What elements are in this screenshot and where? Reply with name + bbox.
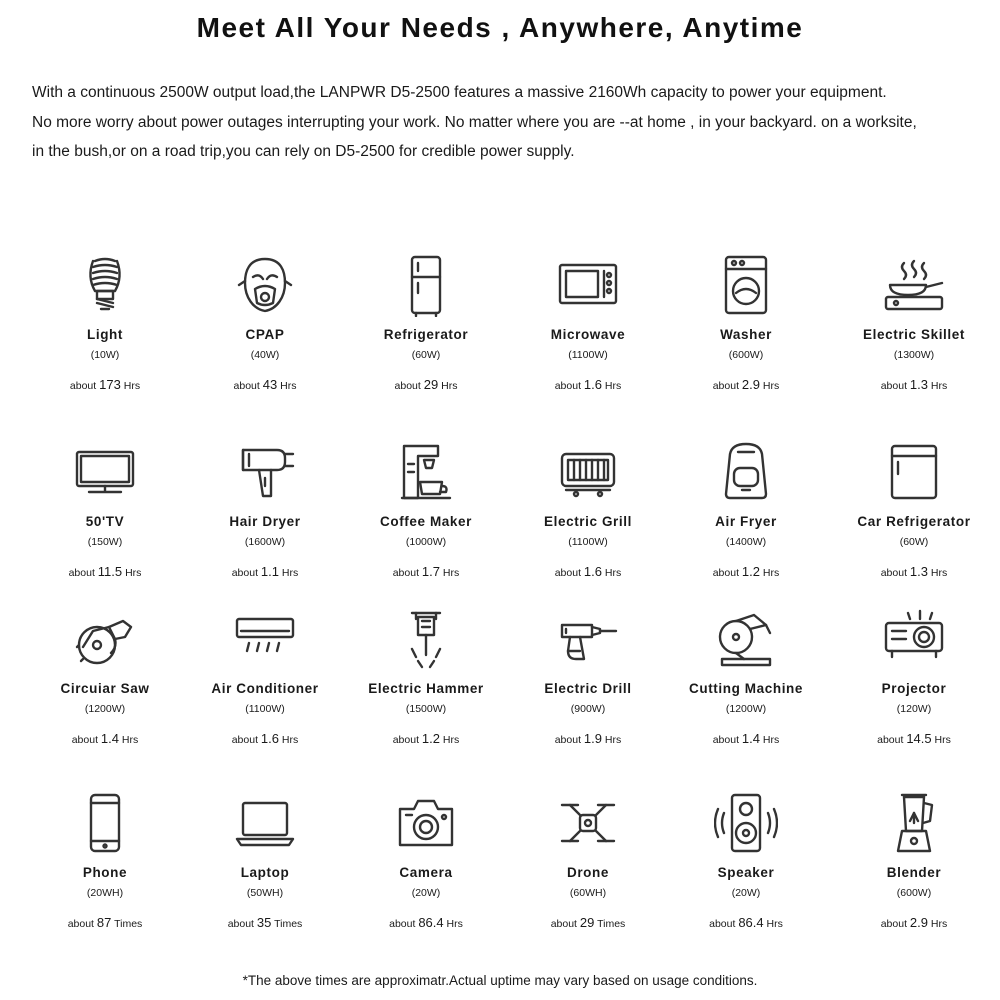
device-item bbox=[829, 253, 999, 392]
footnote: *The above times are approximatr.Actual uptime may vary based on usage conditions. bbox=[242, 973, 758, 988]
runtime-unit: Times bbox=[274, 918, 303, 930]
device-runtime bbox=[20, 564, 190, 579]
runtime-prefix: about bbox=[877, 734, 904, 746]
device-runtime bbox=[180, 564, 350, 579]
runtime-unit: Hrs bbox=[125, 567, 142, 579]
runtime-value: 1.9 bbox=[583, 731, 602, 746]
air-fryer-icon bbox=[714, 440, 778, 504]
electric-drill-icon bbox=[556, 607, 620, 671]
device-runtime bbox=[829, 731, 999, 746]
coffee-maker-icon bbox=[394, 440, 458, 504]
device-name: Drone bbox=[566, 865, 609, 880]
device-item bbox=[20, 440, 190, 579]
runtime-value: 1.7 bbox=[421, 564, 440, 579]
runtime-prefix: about bbox=[392, 567, 419, 579]
device-item bbox=[20, 791, 190, 930]
device-runtime bbox=[341, 564, 511, 579]
runtime-unit: Hrs bbox=[930, 918, 948, 930]
device-item bbox=[20, 253, 190, 392]
runtime-unit: Hrs bbox=[762, 380, 780, 392]
runtime-unit: Hrs bbox=[766, 918, 783, 930]
device-wattage: (600W) bbox=[896, 887, 932, 899]
device-item bbox=[20, 607, 190, 746]
device-item bbox=[829, 440, 999, 579]
device-item bbox=[661, 607, 831, 746]
device-runtime bbox=[661, 564, 831, 579]
device-runtime bbox=[829, 915, 999, 930]
phone-icon bbox=[73, 791, 137, 855]
camera-icon bbox=[394, 791, 458, 855]
device-name: Electric Skillet bbox=[863, 327, 965, 342]
device-wattage: (1100W) bbox=[568, 536, 608, 548]
runtime-value: 173 bbox=[99, 377, 121, 392]
device-name: Coffee Maker bbox=[380, 514, 472, 529]
device-name: Light bbox=[87, 327, 123, 342]
runtime-value: 11.5 bbox=[97, 564, 123, 579]
intro-line: No more worry about power outages interrupting your work. No matter where you are --at home , in your backyard. on a worksite, bbox=[32, 113, 917, 131]
device-name: CPAP bbox=[245, 327, 285, 342]
runtime-unit: Hrs bbox=[123, 380, 141, 392]
device-runtime bbox=[503, 915, 673, 930]
device-runtime bbox=[661, 731, 831, 746]
device-item bbox=[341, 440, 511, 579]
runtime-prefix: about bbox=[389, 918, 416, 930]
device-name: Electric Grill bbox=[544, 514, 632, 529]
runtime-unit: Hrs bbox=[121, 734, 139, 746]
runtime-unit: Hrs bbox=[446, 918, 463, 930]
runtime-prefix: about bbox=[231, 567, 258, 579]
device-item bbox=[503, 440, 673, 579]
device-wattage: (150W) bbox=[87, 536, 123, 548]
runtime-unit: Hrs bbox=[442, 567, 460, 579]
device-runtime bbox=[341, 377, 511, 392]
tv-icon bbox=[73, 440, 137, 504]
runtime-value: 1.3 bbox=[909, 564, 928, 579]
device-runtime bbox=[180, 377, 350, 392]
device-wattage: (1300W) bbox=[893, 349, 935, 361]
device-runtime bbox=[20, 915, 190, 930]
runtime-prefix: about bbox=[231, 734, 258, 746]
device-item bbox=[180, 791, 350, 930]
runtime-value: 1.6 bbox=[583, 377, 602, 392]
page-title: Meet All Your Needs , Anywhere, Anytime bbox=[196, 12, 804, 43]
runtime-value: 1.2 bbox=[741, 564, 760, 579]
device-wattage: (60W) bbox=[411, 349, 441, 361]
refrigerator-icon bbox=[394, 253, 458, 317]
device-name: Projector bbox=[881, 681, 947, 696]
device-name: Hair Dryer bbox=[229, 514, 301, 529]
device-name: Electric Drill bbox=[544, 681, 632, 696]
circular-saw-icon bbox=[73, 607, 137, 671]
device-name: Blender bbox=[886, 865, 942, 880]
device-wattage: (1000W) bbox=[405, 536, 447, 548]
light-bulb-icon bbox=[73, 253, 137, 317]
device-wattage: (1200W) bbox=[84, 703, 126, 715]
device-runtime bbox=[829, 377, 999, 392]
device-wattage: (60W) bbox=[899, 536, 929, 548]
device-runtime bbox=[180, 915, 350, 930]
device-wattage: (10W) bbox=[90, 349, 120, 361]
device-runtime bbox=[503, 377, 673, 392]
runtime-unit: Hrs bbox=[604, 380, 622, 392]
device-wattage: (900W) bbox=[570, 703, 606, 715]
electric-hammer-icon bbox=[394, 607, 458, 671]
device-item bbox=[341, 253, 511, 392]
runtime-unit: Hrs bbox=[280, 380, 297, 392]
device-runtime bbox=[180, 731, 350, 746]
device-item bbox=[341, 607, 511, 746]
runtime-value: 2.9 bbox=[909, 915, 928, 930]
runtime-value: 29 bbox=[423, 377, 439, 392]
device-wattage: (50WH) bbox=[246, 887, 284, 899]
cpap-mask-icon bbox=[233, 253, 297, 317]
device-name: Car Refrigerator bbox=[857, 514, 971, 529]
electric-skillet-icon bbox=[882, 253, 946, 317]
device-wattage: (1400W) bbox=[725, 536, 767, 548]
projector-icon bbox=[882, 607, 946, 671]
device-item bbox=[503, 607, 673, 746]
device-name: Electric Hammer bbox=[368, 681, 484, 696]
device-wattage: (20W) bbox=[731, 887, 761, 899]
runtime-prefix: about bbox=[554, 567, 581, 579]
runtime-unit: Hrs bbox=[441, 380, 458, 392]
runtime-prefix: about bbox=[880, 567, 907, 579]
runtime-unit: Hrs bbox=[604, 567, 622, 579]
runtime-value: 87 bbox=[96, 915, 112, 930]
device-item bbox=[180, 440, 350, 579]
runtime-value: 1.3 bbox=[909, 377, 928, 392]
device-wattage: (600W) bbox=[728, 349, 764, 361]
device-wattage: (1100W) bbox=[568, 349, 608, 361]
device-item bbox=[661, 791, 831, 930]
device-name: Speaker bbox=[717, 865, 775, 880]
runtime-prefix: about bbox=[712, 734, 739, 746]
device-runtime bbox=[341, 731, 511, 746]
runtime-prefix: about bbox=[392, 734, 419, 746]
runtime-value: 14.5 bbox=[906, 731, 932, 746]
device-name: Air Fryer bbox=[715, 514, 777, 529]
device-item bbox=[661, 253, 831, 392]
device-wattage: (20W) bbox=[411, 887, 441, 899]
car-refrigerator-icon bbox=[882, 440, 946, 504]
device-runtime bbox=[503, 564, 673, 579]
microwave-icon bbox=[556, 253, 620, 317]
device-item bbox=[661, 440, 831, 579]
drone-icon bbox=[556, 791, 620, 855]
runtime-value: 1.4 bbox=[100, 731, 119, 746]
runtime-prefix: about bbox=[709, 918, 736, 930]
device-name: Camera bbox=[399, 865, 453, 880]
device-item bbox=[180, 253, 350, 392]
device-wattage: (20WH) bbox=[86, 887, 124, 899]
runtime-prefix: about bbox=[554, 380, 581, 392]
device-runtime bbox=[661, 377, 831, 392]
runtime-unit: Hrs bbox=[604, 734, 622, 746]
laptop-icon bbox=[233, 791, 297, 855]
device-runtime bbox=[341, 915, 511, 930]
runtime-prefix: about bbox=[712, 567, 739, 579]
device-runtime bbox=[503, 731, 673, 746]
blender-icon bbox=[882, 791, 946, 855]
device-runtime bbox=[829, 564, 999, 579]
washer-icon bbox=[714, 253, 778, 317]
runtime-unit: Hrs bbox=[934, 734, 951, 746]
runtime-value: 86.4 bbox=[418, 915, 444, 930]
hair-dryer-icon bbox=[233, 440, 297, 504]
device-item bbox=[829, 791, 999, 930]
runtime-prefix: about bbox=[554, 734, 581, 746]
runtime-value: 86.4 bbox=[738, 915, 764, 930]
device-item bbox=[829, 607, 999, 746]
cutting-machine-icon bbox=[714, 607, 778, 671]
runtime-value: 1.4 bbox=[741, 731, 760, 746]
device-name: Cutting Machine bbox=[689, 681, 803, 696]
speaker-icon bbox=[714, 791, 778, 855]
device-name: Air Conditioner bbox=[211, 681, 319, 696]
runtime-value: 35 bbox=[256, 915, 272, 930]
device-item bbox=[503, 791, 673, 930]
runtime-prefix: about bbox=[71, 734, 98, 746]
runtime-prefix: about bbox=[394, 380, 421, 392]
device-name: 50'TV bbox=[85, 514, 125, 529]
device-name: Microwave bbox=[550, 327, 626, 342]
runtime-unit: Hrs bbox=[762, 734, 780, 746]
intro-line: With a continuous 2500W output load,the LANPWR D5-2500 features a massive 2160Wh capacity to power your equipment. bbox=[32, 84, 887, 101]
air-conditioner-icon bbox=[233, 607, 297, 671]
device-name: Washer bbox=[720, 327, 772, 342]
runtime-unit: Hrs bbox=[442, 734, 460, 746]
runtime-value: 2.9 bbox=[741, 377, 760, 392]
runtime-unit: Hrs bbox=[930, 567, 948, 579]
runtime-value: 1.6 bbox=[260, 731, 279, 746]
device-item bbox=[180, 607, 350, 746]
device-runtime bbox=[661, 915, 831, 930]
runtime-unit: Times bbox=[114, 918, 143, 930]
runtime-unit: Hrs bbox=[930, 380, 948, 392]
runtime-value: 1.1 bbox=[260, 564, 279, 579]
runtime-value: 43 bbox=[262, 377, 278, 392]
intro-line: in the bush,or on a road trip,you can rely on D5-2500 for credible power supply. bbox=[32, 143, 575, 160]
electric-grill-icon bbox=[556, 440, 620, 504]
runtime-value: 29 bbox=[579, 915, 595, 930]
runtime-prefix: about bbox=[880, 380, 907, 392]
device-name: Phone bbox=[82, 865, 128, 880]
runtime-value: 1.2 bbox=[421, 731, 440, 746]
device-wattage: (60WH) bbox=[569, 887, 607, 899]
runtime-prefix: about bbox=[712, 380, 739, 392]
runtime-prefix: about bbox=[69, 380, 97, 392]
device-name: Laptop bbox=[240, 865, 290, 880]
runtime-unit: Hrs bbox=[762, 567, 780, 579]
runtime-prefix: about bbox=[68, 567, 95, 579]
runtime-value: 1.6 bbox=[583, 564, 602, 579]
runtime-prefix: about bbox=[550, 918, 577, 930]
runtime-unit: Times bbox=[597, 918, 626, 930]
device-runtime bbox=[20, 377, 190, 392]
device-item bbox=[503, 253, 673, 392]
runtime-unit: Hrs bbox=[281, 734, 299, 746]
device-name: Refrigerator bbox=[383, 327, 469, 342]
runtime-prefix: about bbox=[67, 918, 94, 930]
device-wattage: (40W) bbox=[250, 349, 280, 361]
device-name: Circuiar Saw bbox=[60, 681, 150, 696]
runtime-prefix: about bbox=[880, 918, 907, 930]
device-wattage: (1200W) bbox=[725, 703, 767, 715]
device-wattage: (1600W) bbox=[244, 536, 286, 548]
device-wattage: (120W) bbox=[896, 703, 932, 715]
device-runtime bbox=[20, 731, 190, 746]
device-item bbox=[341, 791, 511, 930]
device-wattage: (1500W) bbox=[405, 703, 447, 715]
runtime-unit: Hrs bbox=[281, 567, 299, 579]
runtime-prefix: about bbox=[227, 918, 254, 930]
runtime-prefix: about bbox=[233, 380, 260, 392]
device-wattage: (1100W) bbox=[245, 703, 285, 715]
